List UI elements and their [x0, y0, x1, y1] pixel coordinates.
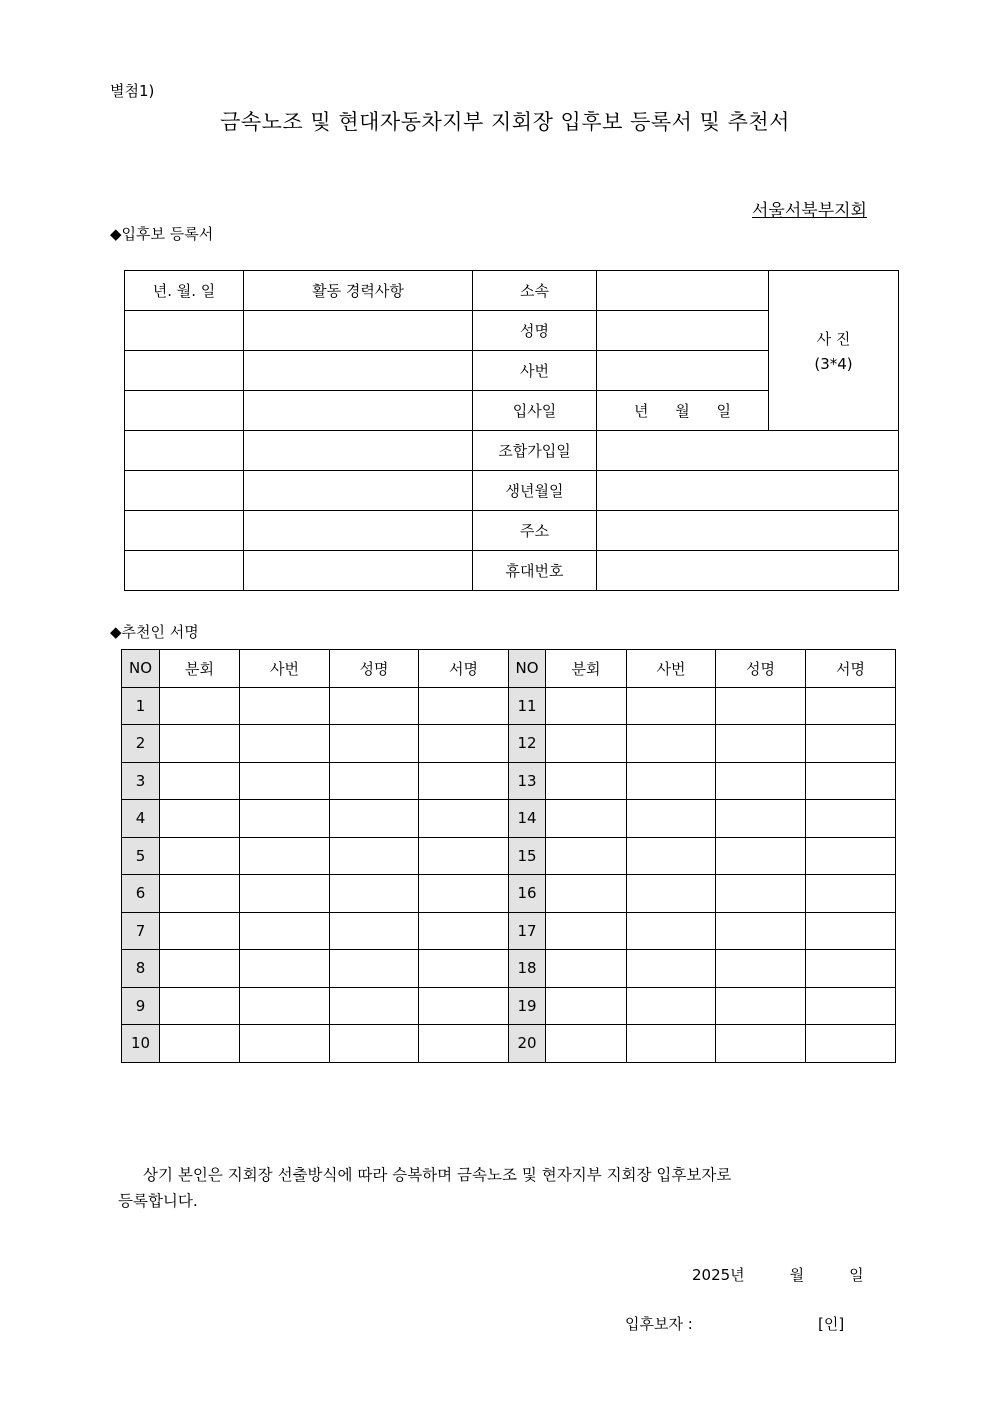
signature-cell[interactable]	[419, 912, 509, 950]
header-signature: 서명	[806, 650, 896, 688]
signature-cell[interactable]	[806, 987, 896, 1025]
unit-cell[interactable]	[546, 762, 627, 800]
seal-mark: [인]	[818, 1315, 845, 1333]
signature-cell[interactable]	[419, 762, 509, 800]
signature-cell[interactable]	[806, 875, 896, 913]
unit-cell[interactable]	[546, 875, 627, 913]
employee-id-cell[interactable]	[627, 1025, 716, 1063]
join-date-input-cell[interactable]: 년 월 일	[597, 391, 769, 431]
employee-id-cell[interactable]	[627, 837, 716, 875]
name-cell[interactable]	[716, 687, 806, 725]
employee-id-cell[interactable]	[240, 762, 330, 800]
name-cell[interactable]	[330, 987, 419, 1025]
signature-cell[interactable]	[419, 800, 509, 838]
row-number: 12	[509, 725, 546, 763]
table-row	[122, 912, 896, 950]
header-no: NO	[122, 650, 160, 688]
photo-size: (3*4)	[814, 355, 853, 373]
name-cell[interactable]	[716, 1025, 806, 1063]
row-number: 17	[509, 912, 546, 950]
activity-cell[interactable]	[244, 551, 473, 591]
unit-cell[interactable]	[160, 800, 240, 838]
header-signature: 서명	[419, 650, 509, 688]
name-cell[interactable]	[330, 725, 419, 763]
header-name: 성명	[716, 650, 806, 688]
photo-box	[769, 271, 899, 431]
row-number: 6	[122, 875, 160, 913]
name-cell[interactable]	[716, 837, 806, 875]
employee-id-cell[interactable]	[627, 800, 716, 838]
branch-name: 서울서북부지회	[752, 201, 867, 221]
document-title: 금속노조 및 현대자동차지부 지회장 입후보 등록서 및 추천서	[220, 110, 790, 134]
name-cell[interactable]	[330, 762, 419, 800]
employee-id-cell[interactable]	[240, 912, 330, 950]
field-label: 성명	[473, 311, 597, 351]
employee-id-cell[interactable]	[627, 875, 716, 913]
employee-id-cell[interactable]	[627, 987, 716, 1025]
employee-id-cell[interactable]	[627, 687, 716, 725]
row-number: 9	[122, 987, 160, 1025]
row-number: 20	[509, 1025, 546, 1063]
name-cell[interactable]	[716, 725, 806, 763]
row-number: 5	[122, 837, 160, 875]
name-cell[interactable]	[716, 950, 806, 988]
signature-date: 2025년 월 일	[692, 1266, 864, 1284]
header-no: NO	[509, 650, 546, 688]
signature-cell[interactable]	[419, 987, 509, 1025]
name-cell[interactable]	[330, 875, 419, 913]
name-cell[interactable]	[716, 875, 806, 913]
activity-cell[interactable]	[244, 471, 473, 511]
table-row	[122, 687, 896, 725]
employee-id-cell[interactable]	[240, 837, 330, 875]
signature-cell[interactable]	[806, 725, 896, 763]
mobile-input-cell[interactable]	[597, 551, 899, 591]
signature-cell[interactable]	[806, 950, 896, 988]
field-label: 휴대번호	[473, 551, 597, 591]
name-cell[interactable]	[330, 1025, 419, 1063]
unit-cell[interactable]	[546, 1025, 627, 1063]
unit-cell[interactable]	[160, 987, 240, 1025]
activity-cell[interactable]	[244, 351, 473, 391]
header-employee-id: 사번	[240, 650, 330, 688]
col-activity-header: 활동 경력사항	[244, 271, 473, 311]
name-cell[interactable]	[330, 912, 419, 950]
activity-cell[interactable]	[244, 391, 473, 431]
employee-id-cell[interactable]	[627, 912, 716, 950]
signature-cell[interactable]	[806, 912, 896, 950]
unit-cell[interactable]	[160, 950, 240, 988]
signature-cell[interactable]	[419, 687, 509, 725]
name-cell[interactable]	[330, 800, 419, 838]
table-row	[122, 987, 896, 1025]
row-number: 2	[122, 725, 160, 763]
row-number: 3	[122, 762, 160, 800]
unit-cell[interactable]	[546, 987, 627, 1025]
recommenders-table	[121, 649, 896, 1063]
table-row	[122, 800, 896, 838]
table-row	[122, 725, 896, 763]
name-cell[interactable]	[330, 687, 419, 725]
signature-cell[interactable]	[419, 950, 509, 988]
header-unit: 분회	[546, 650, 627, 688]
table-row	[122, 762, 896, 800]
date-cell[interactable]	[125, 311, 244, 351]
unit-cell[interactable]	[546, 687, 627, 725]
activity-cell[interactable]	[244, 431, 473, 471]
unit-cell[interactable]	[160, 762, 240, 800]
candidate-label: 입후보자 :	[625, 1315, 693, 1333]
unit-cell[interactable]	[160, 875, 240, 913]
unit-cell[interactable]	[546, 725, 627, 763]
row-number: 14	[509, 800, 546, 838]
field-label: 입사일	[473, 391, 597, 431]
date-cell[interactable]	[125, 391, 244, 431]
birth-date-input-cell[interactable]	[597, 471, 899, 511]
row-number: 4	[122, 800, 160, 838]
affiliation-input-cell[interactable]	[597, 271, 769, 311]
signature-cell[interactable]	[806, 1025, 896, 1063]
date-cell[interactable]	[125, 511, 244, 551]
activity-cell[interactable]	[244, 311, 473, 351]
employee-id-cell[interactable]	[240, 687, 330, 725]
signature-cell[interactable]	[419, 875, 509, 913]
col-date-header: 년. 월. 일	[125, 271, 244, 311]
registration-table	[124, 270, 899, 591]
employee-id-cell[interactable]	[240, 875, 330, 913]
row-number: 11	[509, 687, 546, 725]
signature-cell[interactable]	[419, 725, 509, 763]
name-cell[interactable]	[330, 950, 419, 988]
unit-cell[interactable]	[160, 687, 240, 725]
name-cell[interactable]	[716, 987, 806, 1025]
employee-id-cell[interactable]	[240, 987, 330, 1025]
signature-cell[interactable]	[806, 687, 896, 725]
employee-id-cell[interactable]	[240, 800, 330, 838]
employee-id-cell[interactable]	[240, 725, 330, 763]
header-employee-id: 사번	[627, 650, 716, 688]
employee-id-cell[interactable]	[240, 1025, 330, 1063]
recommenders-section-title: ◆추천인 서명	[110, 623, 199, 641]
unit-cell[interactable]	[546, 912, 627, 950]
row-number: 15	[509, 837, 546, 875]
table-row	[122, 950, 896, 988]
table-row	[122, 875, 896, 913]
name-input-cell[interactable]	[597, 311, 769, 351]
name-cell[interactable]	[716, 800, 806, 838]
unit-cell[interactable]	[546, 950, 627, 988]
date-cell[interactable]	[125, 431, 244, 471]
recommenders-header-row	[122, 650, 896, 688]
field-label: 사번	[473, 351, 597, 391]
row-number: 1	[122, 687, 160, 725]
union-join-date-input-cell[interactable]	[597, 431, 899, 471]
signature-cell[interactable]	[806, 800, 896, 838]
row-number: 7	[122, 912, 160, 950]
name-cell[interactable]	[716, 912, 806, 950]
employee-id-cell[interactable]	[627, 725, 716, 763]
unit-cell[interactable]	[546, 800, 627, 838]
photo-label: 사 진	[816, 330, 851, 348]
date-cell[interactable]	[125, 351, 244, 391]
name-cell[interactable]	[716, 762, 806, 800]
statement-line-1: 상기 본인은 지회장 선출방식에 따라 승복하며 금속노조 및 현자지부 지회장 입후보자로	[143, 1166, 732, 1184]
field-label: 주소	[473, 511, 597, 551]
row-number: 16	[509, 875, 546, 913]
signature-cell[interactable]	[419, 1025, 509, 1063]
unit-cell[interactable]	[160, 912, 240, 950]
header-name: 성명	[330, 650, 419, 688]
address-input-cell[interactable]	[597, 511, 899, 551]
activity-cell[interactable]	[244, 511, 473, 551]
statement-line-2: 등록합니다.	[118, 1192, 198, 1210]
row-number: 18	[509, 950, 546, 988]
signature-cell[interactable]	[806, 762, 896, 800]
name-cell[interactable]	[330, 837, 419, 875]
row-number: 8	[122, 950, 160, 988]
header-unit: 분회	[160, 650, 240, 688]
field-label: 생년월일	[473, 471, 597, 511]
signature-cell[interactable]	[419, 837, 509, 875]
row-number: 13	[509, 762, 546, 800]
signature-cell[interactable]	[806, 837, 896, 875]
row-number: 19	[509, 987, 546, 1025]
employee-id-cell[interactable]	[627, 762, 716, 800]
date-cell[interactable]	[125, 551, 244, 591]
table-row	[122, 1025, 896, 1063]
employee-id-input-cell[interactable]	[597, 351, 769, 391]
field-label: 조합가입일	[473, 431, 597, 471]
registration-section-title: ◆입후보 등록서	[110, 225, 214, 243]
row-number: 10	[122, 1025, 160, 1063]
date-cell[interactable]	[125, 471, 244, 511]
field-label: 소속	[473, 271, 597, 311]
table-row	[122, 837, 896, 875]
unit-cell[interactable]	[160, 1025, 240, 1063]
unit-cell[interactable]	[160, 725, 240, 763]
unit-cell[interactable]	[160, 837, 240, 875]
employee-id-cell[interactable]	[240, 950, 330, 988]
employee-id-cell[interactable]	[627, 950, 716, 988]
attachment-label: 별첨1)	[110, 82, 155, 100]
unit-cell[interactable]	[546, 837, 627, 875]
